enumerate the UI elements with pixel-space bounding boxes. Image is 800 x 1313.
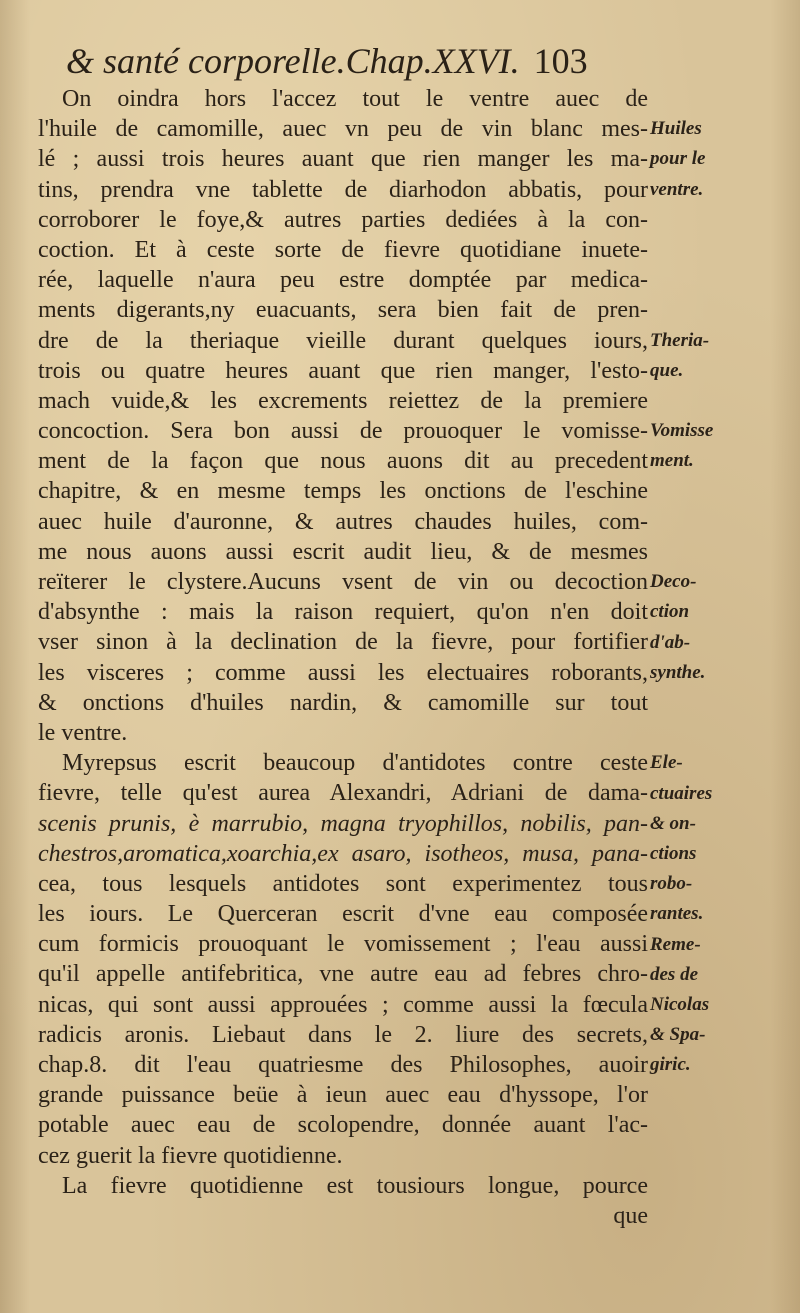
body-line: auec huile d'auronne, & autres chaudes huiles, com- bbox=[38, 508, 648, 535]
margin-note: & on- bbox=[650, 812, 696, 834]
body-line: radicis aronis. Liebaut dans le 2. liure des secrets, bbox=[38, 1021, 648, 1048]
margin-notes bbox=[650, 84, 790, 1284]
margin-note: synthe. bbox=[650, 661, 706, 683]
body-line: lé ; aussi trois heures auant que rien manger les ma- bbox=[38, 146, 648, 173]
margin-note: des de bbox=[650, 963, 699, 985]
margin-note: & Spa- bbox=[650, 1024, 706, 1046]
body-line: ments digerants,ny euacuants, sera bien fait de pren- bbox=[38, 297, 648, 324]
body-line: concoction. Sera bon aussi de prouoquer le vomisse- bbox=[38, 418, 648, 445]
body-line: tins, prendra vne tablette de diarhodon abbatis, pour bbox=[38, 176, 648, 203]
body-line: rée, laquelle n'aura peu estre domptée par medica- bbox=[38, 267, 648, 294]
margin-note: pour le bbox=[650, 148, 706, 170]
body-line: nicas, qui sont aussi approuées ; comme aussi la fœcula bbox=[38, 991, 648, 1018]
body-line: l'huile de camomille, auec vn peu de vin blanc mes- bbox=[38, 116, 648, 143]
margin-note: Ele- bbox=[650, 752, 683, 774]
body-line: les iours. Le Querceran escrit d'vne eau composée bbox=[38, 901, 648, 928]
body-line: corroborer le foye,& autres parties dediées à la con- bbox=[38, 206, 648, 233]
running-title: & santé corporelle.Chap.XXVI. bbox=[66, 41, 520, 81]
body-line: les visceres ; comme aussi les electuaires roborants, bbox=[38, 659, 648, 686]
margin-note: Reme- bbox=[650, 933, 701, 955]
body-line: coction. Et à ceste sorte de fievre quotidiane inuete- bbox=[38, 236, 648, 263]
body-line: d'absynthe : mais la raison requiert, qu'on n'en doit bbox=[38, 599, 648, 626]
body-line: chestros,aromatica,xoarchia,ex asaro, isotheos, musa, pana- bbox=[38, 840, 648, 867]
margin-note: Huiles bbox=[650, 118, 702, 140]
body-line: & onctions d'huiles nardin, & camomille sur tout bbox=[38, 689, 648, 716]
margin-note: Theria- bbox=[650, 329, 710, 351]
body-line: ment de la façon que nous auons dit au precedent bbox=[38, 448, 648, 475]
body-line: scenis prunis, è marrubio, magna tryophillos, nobilis, pan- bbox=[38, 810, 648, 837]
margin-note: ctuaires bbox=[650, 782, 713, 804]
body-line: potable auec eau de scolopendre, donnée auant l'ac- bbox=[38, 1112, 648, 1139]
body-text bbox=[38, 84, 648, 1231]
margin-note: Nicolas bbox=[650, 994, 710, 1015]
margin-note: ventre. bbox=[650, 178, 704, 200]
margin-note: rantes. bbox=[650, 903, 704, 925]
body-line: mach vuide,& les excrements reiettez de la premiere bbox=[38, 387, 648, 414]
margin-note: Deco- bbox=[650, 571, 697, 593]
body-line: me nous auons aussi escrit audit lieu, & de mesmes bbox=[38, 538, 648, 565]
body-line: On oindra hors l'accez tout le ventre auec de bbox=[62, 86, 648, 112]
body-line: dre de la theriaque vieille durant quelques iours, bbox=[38, 327, 648, 354]
body-line: Myrepsus escrit beaucoup d'antidotes contre ceste bbox=[62, 750, 648, 777]
page-header bbox=[66, 36, 666, 86]
margin-note: ctions bbox=[650, 843, 697, 864]
margin-note: Vomisse bbox=[650, 420, 714, 442]
margin-note: robo- bbox=[650, 873, 693, 895]
body-line: fievre, telle qu'est aurea Alexandri, Adriani de dama- bbox=[38, 780, 648, 807]
body-line: cea, tous lesquels antidotes sont experimentez tous bbox=[38, 870, 648, 897]
body-line: vser sinon à la declination de la fievre, pour fortifier bbox=[38, 629, 648, 656]
body-line: chap.8. dit l'eau quatriesme des Philosophes, auoir bbox=[38, 1052, 648, 1078]
page-number: 103 bbox=[533, 41, 588, 81]
body-line: grande puissance beüe à ieun auec eau d'hyssope, l'or bbox=[38, 1082, 648, 1109]
margin-note: ment. bbox=[650, 450, 694, 472]
body-line: qu'il appelle antifebritica, vne autre eau ad febres chro- bbox=[38, 961, 648, 988]
margin-note: que. bbox=[650, 359, 684, 381]
catchword: que bbox=[613, 1202, 648, 1229]
body-line: chapitre, & en mesme temps les onctions de l'eschine bbox=[38, 478, 648, 505]
body-line: trois ou quatre heures auant que rien manger, l'esto- bbox=[38, 357, 648, 384]
body-line: le ventre. bbox=[38, 719, 128, 746]
body-line: cez guerit la fievre quotidienne. bbox=[38, 1142, 343, 1169]
margin-note: giric. bbox=[650, 1054, 691, 1076]
body-line: La fievre quotidienne est tousiours longue, pource bbox=[62, 1172, 648, 1199]
body-line: cum formicis prouoquant le vomissement ; l'eau aussi bbox=[38, 931, 648, 958]
margin-note: ction bbox=[650, 601, 690, 623]
margin-note: d'ab- bbox=[650, 631, 691, 653]
body-line: reïterer le clystere.Aucuns vsent de vin ou decoction bbox=[38, 569, 648, 595]
